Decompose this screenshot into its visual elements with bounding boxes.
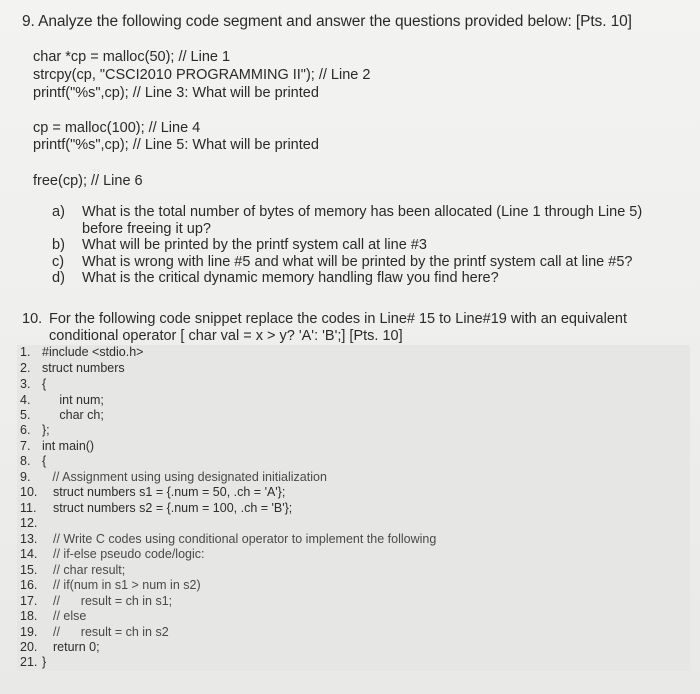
code-line — [20, 594, 172, 608]
line-number: 7. — [20, 439, 31, 453]
line-number: 15. — [20, 563, 38, 577]
line-number: 16. — [20, 578, 38, 592]
code-text: // char result; — [53, 563, 126, 577]
code-line — [20, 578, 201, 592]
code-text: struct numbers s2 = {.num = 100, .ch = 'B'}; — [53, 501, 293, 515]
line-number: 8. — [20, 454, 31, 468]
line-number: 14. — [20, 547, 38, 561]
q9-code-line-6: free(cp); // Line 6 — [33, 173, 143, 189]
code-text: // Assignment using using designated initialization — [42, 470, 327, 484]
q9-question-b — [52, 237, 672, 254]
q9-question-text: What is the total number of bytes of memory has been allocated (Line 1 through Line 5) before freeing it up? — [82, 204, 643, 237]
q9-question-a — [52, 204, 672, 237]
code-line — [20, 423, 50, 437]
code-text: }; — [42, 423, 50, 437]
code-line — [20, 655, 46, 669]
code-text: } — [42, 655, 47, 669]
code-line — [20, 609, 86, 623]
code-line — [20, 439, 94, 453]
code-line — [20, 470, 327, 484]
code-text: int main() — [42, 439, 95, 453]
code-line — [20, 454, 46, 468]
code-line — [20, 532, 436, 546]
code-line — [20, 485, 285, 499]
code-text: // result = ch in s2 — [53, 625, 169, 639]
code-text: // if-else pseudo code/logic: — [53, 547, 205, 561]
code-text: // result = ch in s1; — [53, 594, 173, 608]
q9-question-list — [52, 204, 672, 287]
code-text: #include <stdio.h> — [42, 345, 144, 359]
code-line — [20, 640, 100, 654]
question-10-line-1: For the following code snippet replace the codes in Line# 15 to Line#19 with an equivalent — [49, 311, 627, 327]
line-number: 2. — [20, 361, 31, 375]
code-text: int num; — [42, 393, 104, 407]
code-line — [20, 361, 125, 375]
q9-question-letter: d) — [52, 270, 65, 286]
q9-code-line-5: printf("%s",cp); // Line 5: What will be printed — [33, 137, 319, 153]
q9-question-text: What is wrong with line #5 and what will be printed by the printf system call at line #5? — [82, 253, 633, 270]
question-10-number: 10. — [22, 311, 43, 327]
line-number: 9. — [20, 470, 31, 484]
code-line — [20, 516, 53, 530]
q9-question-letter: c) — [52, 253, 65, 270]
code-text: // if(num in s1 > num in s2) — [53, 578, 201, 592]
q9-code-line-1: char *cp = malloc(50); // Line 1 — [33, 49, 231, 65]
line-number: 19. — [20, 625, 38, 639]
code-text: struct numbers — [42, 361, 125, 375]
question-10-line-2: conditional operator [ char val = x > y? 'A': 'B';] [Pts. 10] — [49, 327, 403, 344]
code-line — [20, 345, 143, 359]
q9-code-line-3: printf("%s",cp); // Line 3: What will be printed — [33, 85, 319, 101]
q9-question-letter: a) — [52, 204, 65, 220]
line-number: 5. — [20, 408, 31, 422]
code-line — [20, 377, 46, 391]
code-line — [20, 408, 104, 422]
line-number: 21. — [20, 655, 38, 669]
line-number: 20. — [20, 640, 38, 654]
code-text: struct numbers s1 = {.num = 50, .ch = 'A'}; — [53, 485, 286, 499]
q9-code-line-4: cp = malloc(100); // Line 4 — [33, 120, 201, 136]
q9-question-c — [52, 254, 672, 271]
line-number: 1. — [20, 345, 31, 359]
code-line — [20, 393, 104, 407]
q9-question-text: What is the critical dynamic memory handling flaw you find here? — [82, 270, 499, 286]
q9-question-letter: b) — [52, 237, 65, 253]
q9-question-text: What will be printed by the printf system call at line #3 — [82, 237, 427, 253]
line-number: 11. — [20, 501, 37, 515]
line-number: 4. — [20, 393, 31, 407]
q9-question-d — [52, 270, 672, 287]
code-text: return 0; — [53, 640, 100, 654]
code-text: // Write C codes using conditional operator to implement the following — [53, 532, 437, 546]
line-number: 6. — [20, 423, 31, 437]
line-number: 10. — [20, 485, 38, 499]
question-9-header: 9. Analyze the following code segment and answer the questions provided below: [Pts. 10] — [22, 13, 632, 30]
line-number: 12. — [20, 516, 38, 530]
question-10-header — [22, 311, 672, 344]
code-text: { — [42, 454, 47, 468]
line-number: 13. — [20, 532, 38, 546]
code-line — [20, 501, 292, 515]
code-text: char ch; — [42, 408, 104, 422]
code-line — [20, 563, 125, 577]
code-text: { — [42, 377, 47, 391]
line-number: 3. — [20, 377, 31, 391]
code-line — [20, 547, 204, 561]
line-number: 17. — [20, 594, 38, 608]
code-line — [20, 625, 169, 639]
code-text: // else — [53, 609, 87, 623]
q9-code-line-2: strcpy(cp, "CSCI2010 PROGRAMMING II"); // Line 2 — [33, 67, 371, 83]
line-number: 18. — [20, 609, 38, 623]
